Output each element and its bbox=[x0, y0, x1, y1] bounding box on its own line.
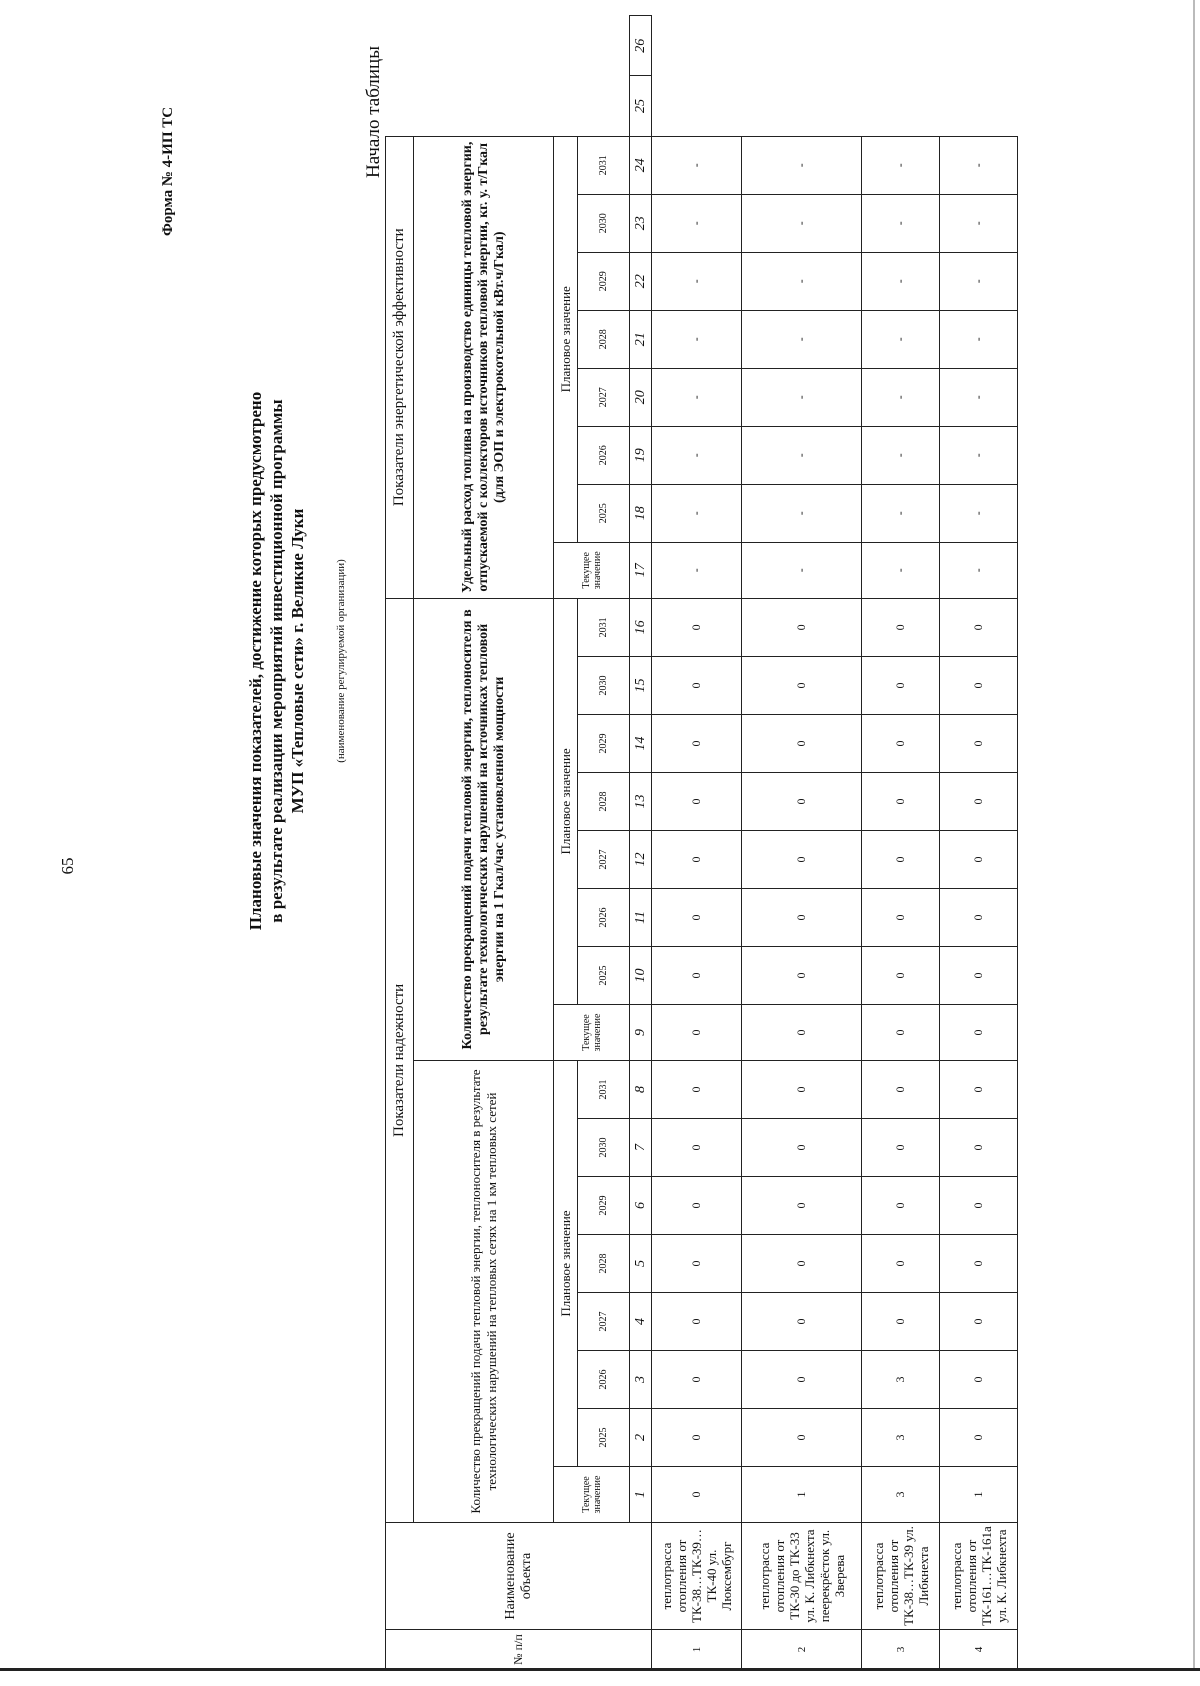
value-cell: 1 bbox=[940, 1467, 1018, 1523]
value-cell: 0 bbox=[862, 1119, 940, 1177]
value-cell: - bbox=[652, 484, 742, 542]
column-index-cell: 8 bbox=[630, 1061, 652, 1119]
value-cell: 0 bbox=[652, 1005, 742, 1061]
value-cell: - bbox=[940, 136, 1018, 194]
value-cell: - bbox=[940, 484, 1018, 542]
value-cell: 0 bbox=[742, 1409, 862, 1467]
value-cell: 0 bbox=[652, 1351, 742, 1409]
indicator-desc-fuel: Удельный расход топлива на производство единицы тепловой энергии, отпускаемой с коллекторов источников тепловой энергии, кг. у. т/Гкал (для ЭОП и электрокотельной кВт.ч/Гкал) bbox=[414, 136, 554, 598]
column-index-cell: 4 bbox=[630, 1293, 652, 1351]
year-header: 2026 bbox=[578, 889, 630, 947]
value-cell: - bbox=[862, 194, 940, 252]
value-cell: 0 bbox=[742, 1005, 862, 1061]
indicators-table bbox=[385, 15, 1018, 1670]
value-cell: 0 bbox=[742, 773, 862, 831]
value-cell: 0 bbox=[862, 1235, 940, 1293]
table-row bbox=[862, 16, 940, 1670]
value-cell: 0 bbox=[862, 773, 940, 831]
column-index-cell: 10 bbox=[630, 947, 652, 1005]
title-line: МУП «Тепловые сети» г. Великие Луки bbox=[288, 508, 307, 814]
value-cell: 0 bbox=[742, 1235, 862, 1293]
value-cell: 0 bbox=[940, 889, 1018, 947]
object-name: теплотрасса отопления от ТК-38…ТК-39…ТК-40 ул. Люксембург bbox=[652, 1523, 742, 1630]
value-cell: 3 bbox=[862, 1409, 940, 1467]
current-value-header: Текущее значение bbox=[554, 542, 630, 598]
value-cell: - bbox=[862, 310, 940, 368]
column-index-cell: 14 bbox=[630, 715, 652, 773]
column-index-cell: 2 bbox=[630, 1409, 652, 1467]
value-cell: 0 bbox=[862, 598, 940, 656]
year-header: 2029 bbox=[578, 252, 630, 310]
column-index-cell: 21 bbox=[630, 310, 652, 368]
value-cell: - bbox=[940, 194, 1018, 252]
value-cell: 0 bbox=[742, 1177, 862, 1235]
page-number: 65 bbox=[58, 857, 77, 875]
group-header-efficiency: Показатели энергетической эффективности bbox=[386, 136, 414, 598]
object-name: теплотрасса отопления от ТК-38…ТК-39 ул. Либкнехта bbox=[862, 1523, 940, 1630]
value-cell: - bbox=[652, 542, 742, 598]
column-index-cell: 7 bbox=[630, 1119, 652, 1177]
value-cell: 0 bbox=[862, 947, 940, 1005]
value-cell: 0 bbox=[742, 598, 862, 656]
value-cell: 0 bbox=[742, 657, 862, 715]
year-header: 2030 bbox=[578, 1119, 630, 1177]
year-header: 2030 bbox=[578, 657, 630, 715]
column-index-cell: 17 bbox=[630, 542, 652, 598]
value-cell: 0 bbox=[862, 831, 940, 889]
column-index-cell: 16 bbox=[630, 598, 652, 656]
value-cell: 0 bbox=[862, 657, 940, 715]
year-header: 2027 bbox=[578, 831, 630, 889]
column-index-cell: 9 bbox=[630, 1005, 652, 1061]
column-index-cell: 12 bbox=[630, 831, 652, 889]
value-cell: - bbox=[742, 194, 862, 252]
value-cell: - bbox=[742, 310, 862, 368]
value-cell: - bbox=[862, 542, 940, 598]
value-cell: 0 bbox=[652, 1293, 742, 1351]
object-name: теплотрасса отопления от ТК-30 до ТК-33 ул. К. Либкнехта пеерекрёсток ул. Зверева bbox=[742, 1523, 862, 1630]
value-cell: 0 bbox=[940, 1351, 1018, 1409]
column-index-cell: 1 bbox=[630, 1467, 652, 1523]
title-line: в результате реализации мероприятий инвестиционной программы bbox=[267, 399, 286, 923]
value-cell: - bbox=[652, 426, 742, 484]
object-name: теплотрасса отопления от ТК-161…ТК-161а ул. К. Либкнехта bbox=[940, 1523, 1018, 1630]
row-number: 1 bbox=[652, 1630, 742, 1670]
current-value-header: Текущее значение bbox=[554, 1005, 630, 1061]
value-cell: 1 bbox=[742, 1467, 862, 1523]
year-header: 2028 bbox=[578, 310, 630, 368]
column-index-cell: 19 bbox=[630, 426, 652, 484]
year-header: 2030 bbox=[578, 194, 630, 252]
year-header: 2031 bbox=[578, 598, 630, 656]
document-title bbox=[245, 236, 308, 1086]
value-cell: 0 bbox=[940, 1061, 1018, 1119]
value-cell: 0 bbox=[652, 1177, 742, 1235]
value-cell: 3 bbox=[862, 1467, 940, 1523]
planned-value-header: Плановое значение bbox=[554, 598, 578, 1004]
value-cell: - bbox=[652, 368, 742, 426]
column-index-cell: 15 bbox=[630, 657, 652, 715]
value-cell: 0 bbox=[940, 1235, 1018, 1293]
column-index-cell: 24 bbox=[630, 136, 652, 194]
column-index-cell: 6 bbox=[630, 1177, 652, 1235]
column-index-cell: 26 bbox=[630, 16, 652, 76]
year-header: 2029 bbox=[578, 715, 630, 773]
column-index-cell: 3 bbox=[630, 1351, 652, 1409]
group-header-reliability: Показатели надежности bbox=[386, 598, 414, 1522]
year-header: 2031 bbox=[578, 136, 630, 194]
value-cell: - bbox=[862, 368, 940, 426]
value-cell: 0 bbox=[742, 1119, 862, 1177]
planned-value-header: Плановое значение bbox=[554, 1061, 578, 1467]
value-cell: 0 bbox=[940, 598, 1018, 656]
value-cell: 0 bbox=[652, 657, 742, 715]
value-cell: 0 bbox=[940, 1409, 1018, 1467]
value-cell: - bbox=[652, 136, 742, 194]
indicator-desc-network: Количество прекращений подачи тепловой энергии, теплоносителя в результате технологических нарушений на тепловых сетях на 1 км тепловых сетей bbox=[414, 1061, 554, 1523]
form-label: Форма № 4-ИП ТС bbox=[160, 106, 176, 236]
year-header: 2026 bbox=[578, 1351, 630, 1409]
value-cell: 0 bbox=[652, 889, 742, 947]
column-index-cell: 25 bbox=[630, 76, 652, 136]
current-value-header: Текущее значение bbox=[554, 1467, 630, 1523]
value-cell: - bbox=[862, 252, 940, 310]
value-cell: 0 bbox=[940, 715, 1018, 773]
value-cell: 0 bbox=[742, 947, 862, 1005]
value-cell: - bbox=[742, 542, 862, 598]
value-cell: 0 bbox=[862, 1061, 940, 1119]
value-cell: - bbox=[742, 426, 862, 484]
column-index-cell: 13 bbox=[630, 773, 652, 831]
table-row bbox=[652, 16, 742, 1670]
value-cell: - bbox=[742, 368, 862, 426]
value-cell: 0 bbox=[652, 715, 742, 773]
year-header: 2025 bbox=[578, 484, 630, 542]
year-header: 2029 bbox=[578, 1177, 630, 1235]
value-cell: - bbox=[862, 136, 940, 194]
value-cell: 0 bbox=[862, 715, 940, 773]
value-cell: - bbox=[940, 310, 1018, 368]
value-cell: 0 bbox=[862, 1293, 940, 1351]
year-header: 2028 bbox=[578, 1235, 630, 1293]
value-cell: 0 bbox=[862, 1177, 940, 1235]
year-header: 2026 bbox=[578, 426, 630, 484]
value-cell: - bbox=[940, 542, 1018, 598]
year-header: 2025 bbox=[578, 947, 630, 1005]
value-cell: 3 bbox=[862, 1351, 940, 1409]
value-cell: 0 bbox=[652, 1235, 742, 1293]
value-cell: 0 bbox=[742, 1061, 862, 1119]
column-index-cell: 22 bbox=[630, 252, 652, 310]
value-cell: 0 bbox=[742, 715, 862, 773]
value-cell: 0 bbox=[862, 1005, 940, 1061]
indicator-desc-sources: Количество прекращений подачи тепловой энергии, теплоносителя в результате технологических нарушений на источниках тепловой энергии на 1 Гкал/час установленной мощности bbox=[414, 598, 554, 1060]
table-row bbox=[742, 16, 862, 1670]
column-index-cell: 20 bbox=[630, 368, 652, 426]
value-cell: - bbox=[652, 252, 742, 310]
value-cell: 0 bbox=[862, 889, 940, 947]
value-cell: 0 bbox=[940, 947, 1018, 1005]
value-cell: 0 bbox=[652, 947, 742, 1005]
value-cell: 0 bbox=[742, 831, 862, 889]
column-index-cell: 23 bbox=[630, 194, 652, 252]
col-header-name: Наименование объекта bbox=[386, 1523, 652, 1630]
value-cell: 0 bbox=[652, 1409, 742, 1467]
value-cell: - bbox=[652, 310, 742, 368]
value-cell: 0 bbox=[652, 598, 742, 656]
value-cell: - bbox=[940, 426, 1018, 484]
year-header: 2028 bbox=[578, 773, 630, 831]
year-header: 2027 bbox=[578, 1293, 630, 1351]
year-header: 2027 bbox=[578, 368, 630, 426]
value-cell: 0 bbox=[940, 831, 1018, 889]
value-cell: 0 bbox=[652, 1061, 742, 1119]
value-cell: 0 bbox=[940, 657, 1018, 715]
value-cell: 0 bbox=[742, 1293, 862, 1351]
value-cell: 0 bbox=[940, 1177, 1018, 1235]
value-cell: - bbox=[940, 368, 1018, 426]
column-index-cell: 5 bbox=[630, 1235, 652, 1293]
year-header: 2025 bbox=[578, 1409, 630, 1467]
row-number: 4 bbox=[940, 1630, 1018, 1670]
value-cell: 0 bbox=[940, 1119, 1018, 1177]
value-cell: - bbox=[862, 426, 940, 484]
value-cell: - bbox=[940, 252, 1018, 310]
value-cell: - bbox=[742, 136, 862, 194]
year-header: 2031 bbox=[578, 1061, 630, 1119]
table-row bbox=[940, 16, 1018, 1670]
value-cell: 0 bbox=[742, 889, 862, 947]
row-number: 3 bbox=[862, 1630, 940, 1670]
column-index-cell: 18 bbox=[630, 484, 652, 542]
title-line: Плановые значения показателей, достижение которых предусмотрено bbox=[246, 391, 265, 931]
value-cell: 0 bbox=[652, 773, 742, 831]
planned-value-header: Плановое значение bbox=[554, 136, 578, 542]
value-cell: - bbox=[652, 194, 742, 252]
document-subtitle: (наименование регулируемой организации) bbox=[335, 559, 347, 763]
value-cell: 0 bbox=[652, 1119, 742, 1177]
value-cell: 0 bbox=[940, 1293, 1018, 1351]
row-number: 2 bbox=[742, 1630, 862, 1670]
table-start-label: Начало таблицы bbox=[363, 46, 384, 179]
value-cell: 0 bbox=[742, 1351, 862, 1409]
column-index-cell: 11 bbox=[630, 889, 652, 947]
value-cell: 0 bbox=[940, 1005, 1018, 1061]
value-cell: - bbox=[862, 484, 940, 542]
value-cell: 0 bbox=[652, 831, 742, 889]
value-cell: 0 bbox=[652, 1467, 742, 1523]
value-cell: 0 bbox=[940, 773, 1018, 831]
value-cell: - bbox=[742, 252, 862, 310]
value-cell: - bbox=[742, 484, 862, 542]
col-header-number: № п/п bbox=[386, 1630, 652, 1670]
